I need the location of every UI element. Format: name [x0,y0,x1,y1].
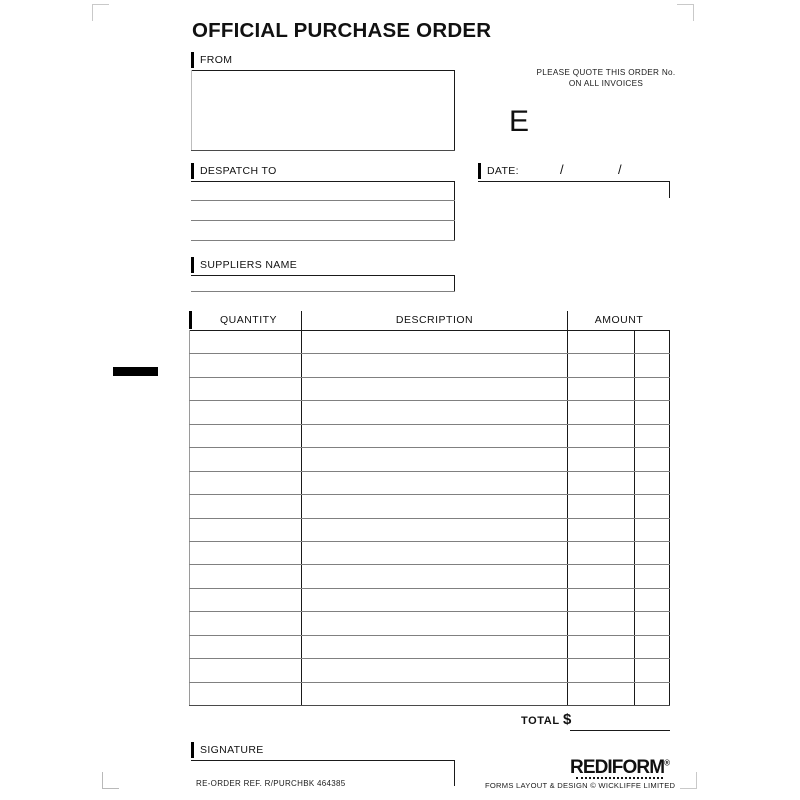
date-tick [478,163,481,179]
table-cell-description[interactable] [303,612,565,633]
table-cell-quantity[interactable] [191,565,299,586]
table-cell-amount-cents[interactable] [636,354,668,375]
despatch-tick [191,163,194,179]
from-box-left [191,70,192,150]
total-label: TOTAL [521,715,560,727]
date-input-area[interactable] [510,160,665,180]
table-cell-description[interactable] [303,495,565,516]
table-cell-amount-dollars[interactable] [569,589,632,610]
order-no-note-line2: ON ALL INVOICES [568,79,644,89]
table-cell-amount-cents[interactable] [636,448,668,469]
order-number-prefix: E [509,105,530,138]
page-title: OFFICIAL PURCHASE ORDER [192,19,492,42]
crop-mark-top-right [677,4,694,21]
signature-box-right [454,760,455,786]
total-value[interactable] [578,713,668,729]
table-cell-amount-dollars[interactable] [569,401,632,422]
rediform-underline [576,775,663,779]
total-currency-symbol: $ [563,711,572,728]
table-cell-quantity[interactable] [191,331,299,352]
date-box-top [478,181,670,182]
table-cell-amount-cents[interactable] [636,378,668,399]
despatch-box-top [191,181,455,182]
total-rule [570,730,670,731]
table-cell-amount-dollars[interactable] [569,472,632,493]
from-tick [191,52,194,68]
table-cell-amount-dollars[interactable] [569,542,632,563]
table-cell-amount-dollars[interactable] [569,425,632,446]
suppliers-box-bottom [191,291,455,292]
despatch-input-area[interactable] [193,183,453,239]
rediform-wordmark: REDIFORM [570,757,665,778]
despatch-label: DESPATCH TO [200,165,277,177]
suppliers-label: SUPPLIERS NAME [200,259,298,271]
order-no-note-line1: PLEASE QUOTE THIS ORDER No. [536,68,676,77]
column-header-amount: AMOUNT [594,314,644,326]
crop-mark-bottom-right [680,772,697,789]
table-cell-amount-cents[interactable] [636,636,668,657]
table-cell-amount-dollars[interactable] [569,331,632,352]
table-cell-description[interactable] [303,589,565,610]
table-cell-amount-dollars[interactable] [569,354,632,375]
order-no-note [531,67,681,89]
from-input-area[interactable] [193,72,453,148]
table-cell-amount-dollars[interactable] [569,448,632,469]
from-box-top [191,70,455,71]
table-cell-description[interactable] [303,378,565,399]
table-cell-quantity[interactable] [191,519,299,540]
suppliers-box-right [454,275,455,292]
table-cell-amount-cents[interactable] [636,401,668,422]
date-separator-2: / [618,162,622,177]
table-cell-amount-cents[interactable] [636,542,668,563]
from-box-bottom [191,150,455,151]
reorder-reference: RE-ORDER REF. R/PURCHBK 464385 [196,779,346,788]
table-cell-amount-cents[interactable] [636,659,668,680]
table-cell-description[interactable] [303,331,565,352]
signature-box-top [191,760,455,761]
registration-bar [113,367,158,376]
table-cell-amount-dollars[interactable] [569,519,632,540]
table-cell-description[interactable] [303,565,565,586]
table-header-tick [189,311,192,329]
column-header-quantity: QUANTITY [219,314,278,326]
table-cell-amount-dollars[interactable] [569,565,632,586]
table-cell-quantity[interactable] [191,542,299,563]
from-box-right [454,70,455,150]
signature-label: SIGNATURE [200,744,264,756]
table-cell-amount-cents[interactable] [636,612,668,633]
table-cell-quantity[interactable] [191,448,299,469]
table-cell-amount-cents[interactable] [636,519,668,540]
table-cell-quantity[interactable] [191,495,299,516]
table-cell-description[interactable] [303,472,565,493]
table-cell-amount-cents[interactable] [636,495,668,516]
crop-mark-bottom-left [102,772,119,789]
table-cell-quantity[interactable] [191,354,299,375]
table-cell-amount-cents[interactable] [636,425,668,446]
table-cell-amount-dollars[interactable] [569,659,632,680]
table-cell-amount-cents[interactable] [636,331,668,352]
table-bottom-border [189,705,670,706]
crop-mark-top-left [92,4,109,21]
table-cell-description[interactable] [303,448,565,469]
table-cell-amount-dollars[interactable] [569,378,632,399]
table-cell-amount-dollars[interactable] [569,495,632,516]
table-cell-description[interactable] [303,425,565,446]
table-cell-quantity[interactable] [191,636,299,657]
table-cell-amount-cents[interactable] [636,472,668,493]
date-separator-1: / [560,162,564,177]
table-cell-description[interactable] [303,542,565,563]
table-divider-description-amount [567,311,568,705]
suppliers-tick [191,257,194,273]
table-cell-description[interactable] [303,683,565,704]
table-cell-amount-cents[interactable] [636,589,668,610]
table-cell-amount-dollars[interactable] [569,612,632,633]
table-cell-quantity[interactable] [191,425,299,446]
table-cell-quantity[interactable] [191,401,299,422]
table-cell-description[interactable] [303,519,565,540]
suppliers-input-area[interactable] [193,277,453,291]
signature-tick [191,742,194,758]
registered-trademark-icon: ® [664,758,671,768]
table-cell-description[interactable] [303,659,565,680]
table-cell-amount-dollars[interactable] [569,683,632,704]
table-cell-amount-cents[interactable] [636,683,668,704]
table-cell-quantity[interactable] [191,683,299,704]
table-cell-description[interactable] [303,636,565,657]
suppliers-box-top [191,275,455,276]
table-cell-description[interactable] [303,354,565,375]
table-cell-amount-cents[interactable] [636,565,668,586]
table-cell-quantity[interactable] [191,659,299,680]
despatch-box-right [454,181,455,240]
despatch-rule-3 [191,240,455,241]
date-box-right [669,181,670,198]
table-cell-description[interactable] [303,401,565,422]
design-credit: FORMS LAYOUT & DESIGN © WICKLIFFE LIMITED [485,781,676,790]
table-cell-quantity[interactable] [191,612,299,633]
table-cell-quantity[interactable] [191,378,299,399]
from-label: FROM [200,54,233,66]
table-cell-quantity[interactable] [191,472,299,493]
table-cell-amount-dollars[interactable] [569,636,632,657]
column-header-description: DESCRIPTION [395,314,474,326]
table-divider-quantity-description [301,311,302,705]
table-cell-quantity[interactable] [191,589,299,610]
date-label: DATE: [487,165,519,177]
